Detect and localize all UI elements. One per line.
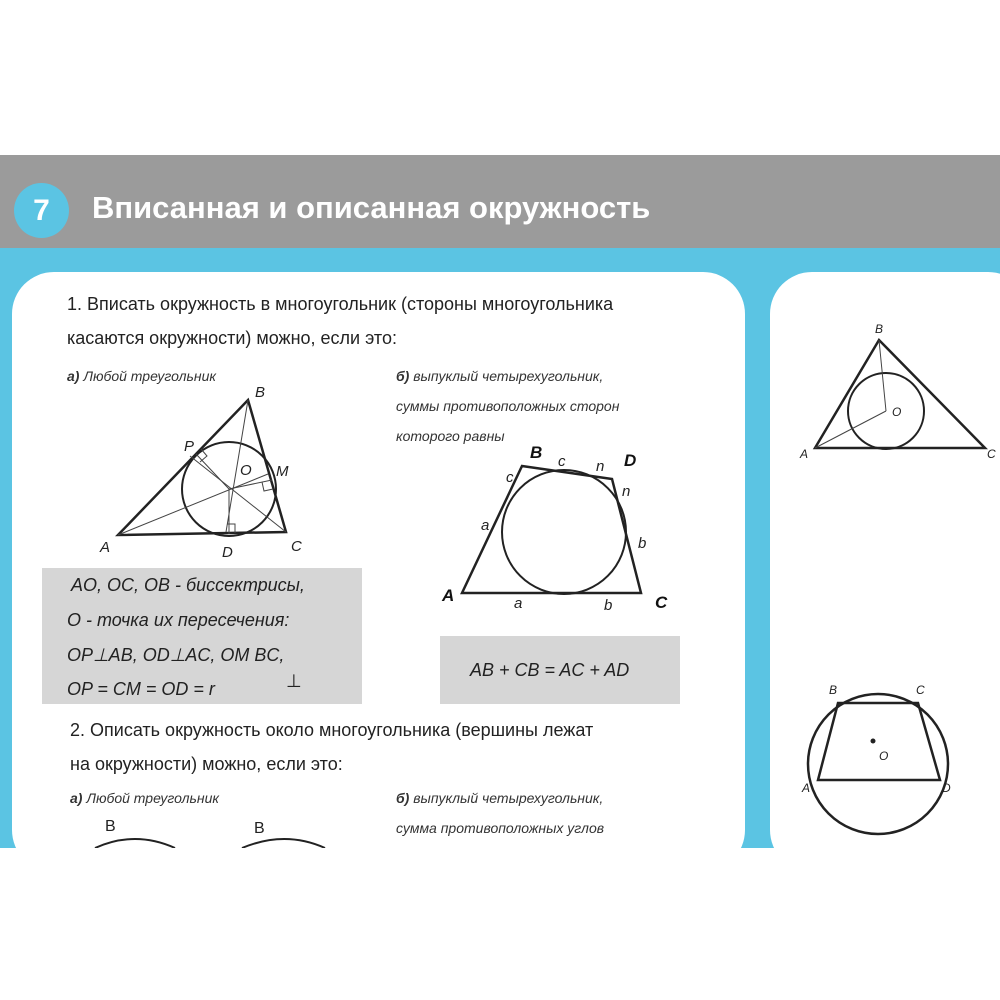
label-b: B (255, 384, 266, 401)
section2-line2: на окружности) можно, если это: (70, 754, 343, 774)
side-sum-equation: AB + CB = AC + AD (470, 660, 630, 680)
right-label-b: B (875, 322, 884, 336)
label-o: O (240, 462, 252, 479)
right-bisector-b (879, 340, 886, 411)
right-quad-label-b: B (829, 683, 838, 697)
section2-b-line2: сумма противоположных углов (396, 820, 605, 836)
section2-a-prefix: а) (70, 790, 83, 806)
quad-label-b: B (530, 443, 543, 462)
section2-b-line1: выпуклый четырехугольник, (413, 790, 604, 806)
right-label-a: A (800, 447, 809, 461)
right-quad-label-c: C (916, 683, 925, 697)
quad-seg-b2: b (604, 597, 613, 614)
quad-seg-n2: n (622, 483, 631, 500)
box-left-line4: OP = CM = OD = r (67, 679, 215, 699)
quad-seg-c2: c (558, 453, 566, 470)
quad-label-d: D (624, 451, 637, 470)
quad-seg-a2: a (514, 595, 523, 612)
section1-b-line3: которого равны (396, 428, 505, 444)
section1-a-prefix: а) (67, 368, 80, 384)
section1-a-text: Любой треугольник (83, 368, 217, 384)
quad-seg-n1: n (596, 458, 605, 475)
quad-label-c: C (655, 593, 668, 612)
quad-label-a: A (442, 586, 455, 605)
section-number-badge: 7 (14, 183, 69, 238)
label-m: M (276, 463, 289, 480)
box-left-line2: O - точка их пересечения: (67, 610, 290, 630)
quad-seg-a1: a (481, 517, 490, 534)
right-triangle-abc (815, 340, 985, 448)
box-left-line1: AO, OC, OB - биссектрисы, (71, 575, 305, 595)
section1-b-line1: выпуклый четырехугольник, (413, 368, 604, 384)
section2-a-text: Любой треугольник (86, 790, 220, 806)
label-p: P (184, 438, 195, 455)
section1-b-line2: суммы противоположных сторон (396, 398, 620, 414)
label-d: D (222, 544, 233, 561)
section2-b-prefix: б) (396, 790, 410, 806)
quad-seg-b1: b (638, 535, 647, 552)
right-quad-label-a: A (802, 781, 811, 795)
section1-line2: касаются окружности) можно, если это: (67, 328, 397, 348)
box-left-line3: OP⊥AB, OD⊥AC, OM BC, (67, 645, 285, 665)
bottom-margin (0, 848, 1000, 1000)
right-trapezoid (818, 703, 940, 780)
circumcircle (808, 694, 948, 834)
right-quad-label-o: O (879, 749, 889, 763)
small-label-b2: B (254, 820, 265, 837)
right-quad-label-d: D (942, 781, 951, 795)
section2-line1: 2. Описать окружность около многоугольника (вершины лежат (70, 720, 594, 740)
center-point (871, 739, 876, 744)
right-label-c: C (987, 447, 996, 461)
label-a: A (100, 539, 111, 556)
right-label-o: O (892, 405, 902, 419)
small-label-b1: B (105, 818, 116, 835)
section1-line1: 1. Вписать окружность в многоугольник (стороны многоугольника (67, 294, 614, 314)
section1-b-prefix: б) (396, 368, 410, 384)
quad-seg-c1: c (506, 469, 514, 486)
page-title: Вписанная и описанная окружность (92, 190, 651, 225)
perpendicular-symbol: ⊥ (286, 671, 302, 691)
label-c: C (291, 538, 302, 555)
